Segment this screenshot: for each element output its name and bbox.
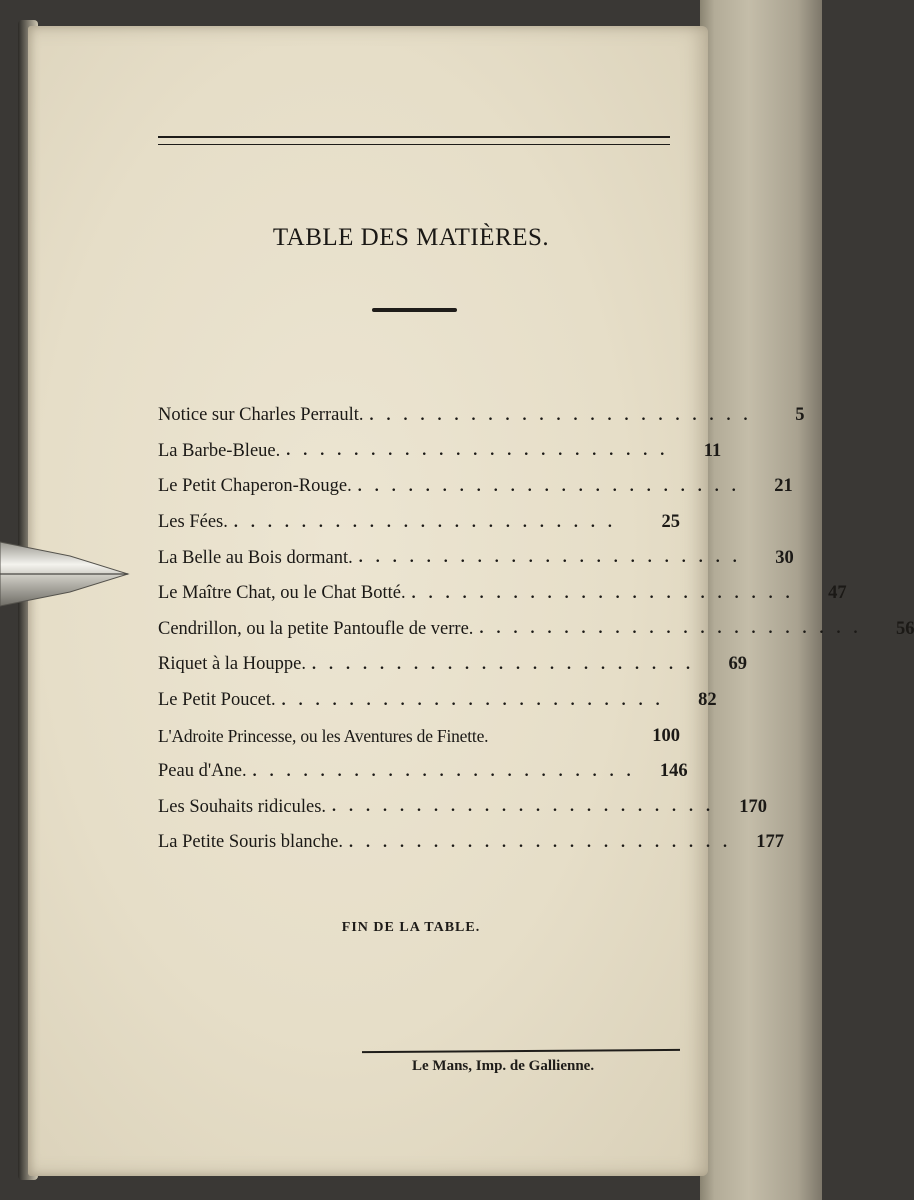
toc-entry (158, 754, 688, 790)
toc-entry-page: 69 (728, 654, 747, 675)
end-of-table-text: FIN DE LA TABLE. (341, 920, 481, 935)
toc-entry-page: 5 (795, 405, 805, 426)
toc-entry-page: 177 (756, 832, 784, 853)
toc-entry-title: Notice sur Charles Perrault. (158, 405, 364, 426)
leader-dots: ....................... (286, 442, 678, 460)
toc-entry (158, 434, 722, 470)
leader-dots: ....................... (357, 477, 749, 495)
leader-dots: ....................... (281, 691, 673, 709)
leader-dots: ....................... (348, 833, 740, 851)
toc-entry (158, 398, 805, 434)
toc-entry (158, 505, 680, 541)
toc-entry (158, 612, 914, 648)
toc-entry-title: Peau d'Ane. (158, 761, 247, 782)
toc-entry (158, 647, 747, 683)
metal-bookmark-pointer (0, 536, 132, 612)
leader-dots: ....................... (479, 620, 871, 638)
toc-entry-title: Le Petit Chaperon-Rouge. (158, 476, 352, 497)
toc-entry-title: La Belle au Bois dormant. (158, 547, 353, 568)
toc-entry-page: 170 (739, 796, 768, 817)
leader-dots: ....................... (311, 655, 703, 673)
toc-entry-page: 100 (652, 725, 680, 746)
toc-entry-title: Les Souhaits ridicules. (158, 796, 327, 817)
toc-entry (158, 790, 768, 826)
toc-entry (158, 540, 794, 576)
top-double-rule (158, 136, 670, 145)
leader-dots: ....................... (332, 798, 724, 816)
toc-entry (158, 825, 784, 861)
toc-entry (158, 683, 717, 719)
table-of-contents (158, 398, 914, 861)
leader-dots: ....................... (233, 513, 625, 531)
toc-entry-page: 11 (703, 440, 722, 461)
toc-entry-title: L'Adroite Princesse, ou les Aventures de Finette. (158, 725, 489, 746)
toc-entry-page: 25 (661, 512, 680, 533)
leader-dots: ....................... (252, 762, 644, 780)
toc-entry-page: 30 (775, 547, 794, 568)
leader-dots: ....................... (369, 406, 761, 424)
toc-entry-title: Cendrillon, ou la petite Pantoufle de verre. (158, 618, 474, 639)
toc-entry-title: La Barbe-Bleue. (158, 440, 281, 461)
title-underline-rule (372, 308, 457, 312)
toc-entry-title: Les Fées. (158, 512, 228, 533)
toc-entry (158, 576, 847, 612)
toc-entry-title: La Petite Souris blanche. (158, 832, 343, 853)
leader-dots: ....................... (358, 549, 750, 567)
toc-entry-page: 21 (774, 476, 793, 497)
toc-entry-page: 47 (828, 583, 847, 604)
toc-entry-page: 82 (698, 690, 717, 711)
leader-dots: ....................... (411, 584, 803, 602)
toc-entry (158, 718, 680, 754)
toc-entry-title: Le Maître Chat, ou le Chat Botté. (158, 583, 406, 604)
printer-imprint: Le Mans, Imp. de Gallienne. (412, 1058, 595, 1074)
toc-entry-page: 56 (895, 618, 914, 639)
page-title: TABLE DES MATIÈRES. (272, 224, 550, 251)
toc-entry-title: Riquet à la Houppe. (158, 654, 306, 675)
toc-entry-page: 146 (659, 761, 688, 782)
toc-entry-title: Le Petit Poucet. (158, 690, 276, 711)
toc-entry (158, 469, 793, 505)
